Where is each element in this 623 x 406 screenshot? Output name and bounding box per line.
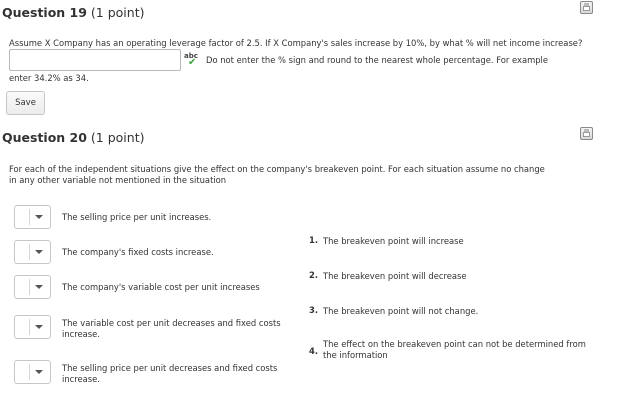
match-select-1[interactable] xyxy=(14,205,51,229)
question-20-prompt: For each of the independent situations give the effect on the company's breakeven point. For each situation assume no change xyxy=(9,164,545,174)
statement-3: The company's variable cost per unit increases xyxy=(62,282,260,292)
chevron-down-icon xyxy=(35,215,43,219)
check-icon: ✔ xyxy=(188,57,197,68)
statement-2: The company's fixed costs increase. xyxy=(62,247,214,257)
divider xyxy=(29,244,30,260)
question-points: (1 point) xyxy=(90,130,145,145)
option-1-text: The breakeven point will increase xyxy=(323,236,464,246)
match-select-5[interactable] xyxy=(14,360,51,384)
question-19-instruction: Do not enter the % sign and round to the nearest whole percentage. For example xyxy=(206,55,549,65)
option-2-number: 2. xyxy=(309,270,319,280)
question-20-header xyxy=(2,130,144,148)
question-19-instruction-cont: enter 34.2% as 34. xyxy=(9,73,89,83)
match-select-4[interactable] xyxy=(14,315,51,339)
option-4-number: 4. xyxy=(309,346,319,356)
chevron-down-icon xyxy=(35,325,43,329)
option-3-text: The breakeven point will not change. xyxy=(323,306,479,316)
save-question-20-icon[interactable] xyxy=(580,127,593,140)
match-select-3[interactable] xyxy=(14,275,51,299)
save-question-19-icon[interactable] xyxy=(580,1,593,14)
option-4-text: The effect on the breakeven point can not be determined from the information xyxy=(323,339,586,360)
statement-1: The selling price per unit increases. xyxy=(62,212,212,222)
divider xyxy=(29,209,30,225)
chevron-down-icon xyxy=(35,370,43,374)
question-number: Question 20 xyxy=(2,130,87,145)
divider xyxy=(29,279,30,295)
answer-input[interactable] xyxy=(9,49,181,71)
question-20-prompt-cont: in any other variable not mentioned in the situation xyxy=(9,175,227,185)
option-1-number: 1. xyxy=(309,235,319,245)
question-19-prompt: Assume X Company has an operating leverage factor of 2.5. If X Company's sales increase by 10%, by what % will net income increase? xyxy=(9,38,583,48)
question-number: Question 19 xyxy=(2,5,87,20)
chevron-down-icon xyxy=(35,250,43,254)
statement-4: The variable cost per unit decreases and fixed costs increase. xyxy=(62,318,281,339)
option-2-text: The breakeven point will decrease xyxy=(323,271,467,281)
save-button[interactable]: Save xyxy=(6,91,45,115)
question-19-header xyxy=(2,5,144,23)
divider xyxy=(29,319,30,335)
statement-5: The selling price per unit decreases and fixed costs increase. xyxy=(62,363,278,384)
option-3-number: 3. xyxy=(309,305,319,315)
question-points: (1 point) xyxy=(90,5,145,20)
spellcheck-icon[interactable] xyxy=(184,53,200,69)
spellcheck-icon-text: abc xyxy=(184,52,198,60)
match-select-2[interactable] xyxy=(14,240,51,264)
chevron-down-icon xyxy=(35,285,43,289)
divider xyxy=(29,364,30,380)
